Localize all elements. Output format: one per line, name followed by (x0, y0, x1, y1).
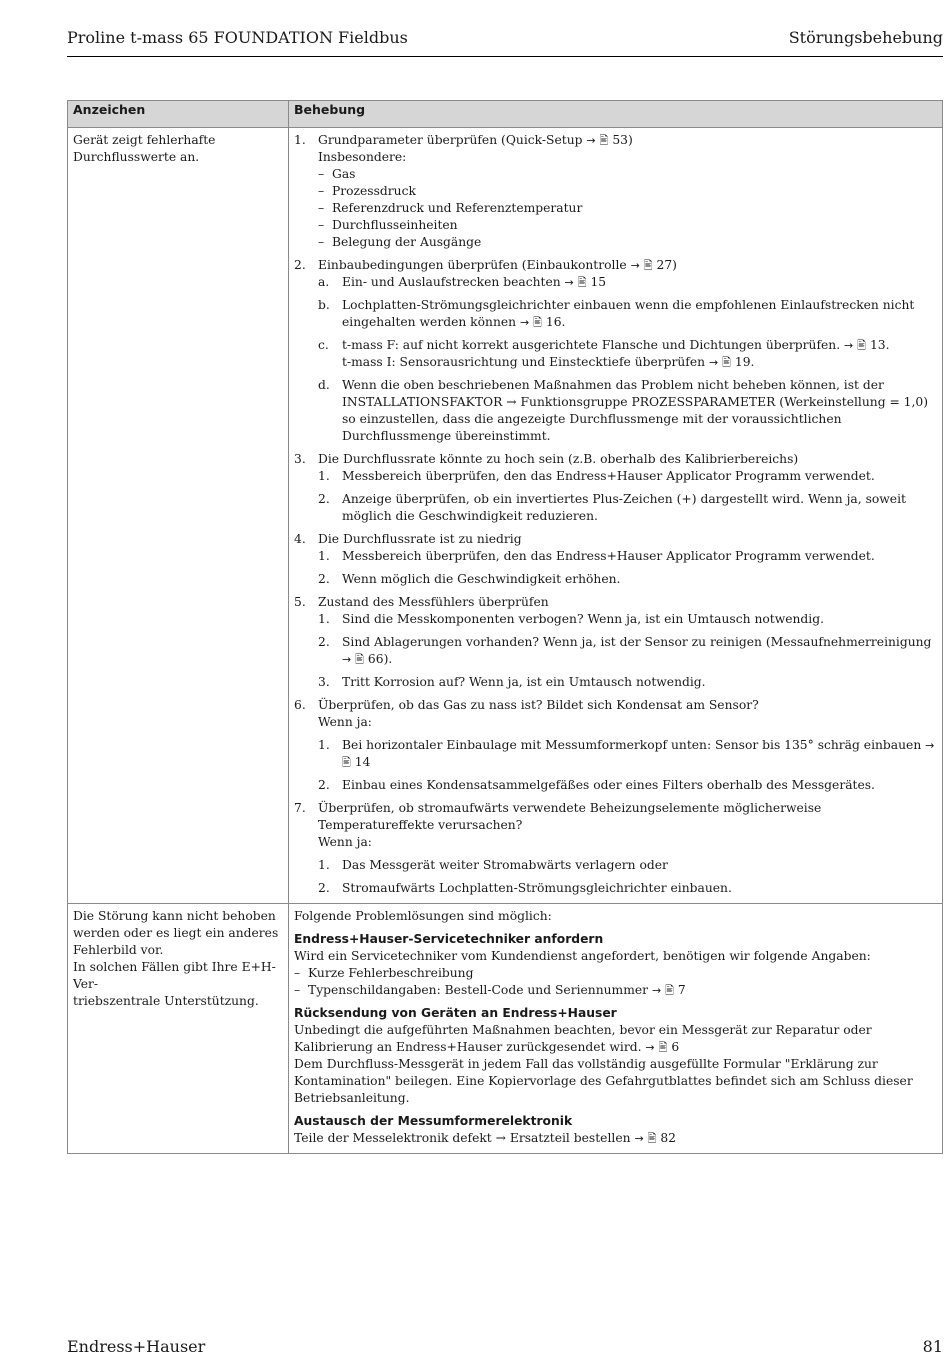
item-text: Die Durchflussrate könnte zu hoch sein (z.B. oberhalb des Kalibrierbereichs) (318, 452, 799, 466)
item-number: 4. (294, 532, 306, 546)
page-ref-icon: 🖹 (643, 259, 653, 272)
item-number: 5. (294, 595, 306, 609)
service-section: Endress+Hauser-Servicetechniker anfordern Wird ein Servicetechniker vom Kundendienst angefordert, benötigen wir folgende Angaben: – Kurze Fehlerbeschreibung – Typenschildangaben: Bestell-Code und Seriennummer → 🖹 7 (294, 931, 938, 999)
table-row (68, 904, 943, 1154)
page-ref: 14 (354, 755, 371, 769)
sub-item: 1. Messbereich überprüfen, den das Endress+Hauser Applicator Programm verwendet. (318, 549, 875, 563)
sub-item: 2. Einbau eines Kondensatsammelgefäßes oder eines Filters oberhalb des Messgerätes. (318, 778, 875, 792)
dash-item: Prozessdruck (332, 184, 416, 198)
list-item (294, 531, 938, 588)
list-item: 1. Grundparameter überprüfen (Quick-Setup → 🖹 53) Insbesondere: – Gas – Prozessdruck – Referenzdruck und Referenztemperatur – Durchflusseinheiten – Belegung der Ausgänge (294, 132, 938, 251)
sub-item: 3. Tritt Korrosion auf? Wenn ja, ist ein Umtausch notwendig. (318, 675, 706, 689)
section-text: Dem Durchfluss-Messgerät in jedem Fall das vollständig ausgefüllte Formular "Erklärung zur Kontamination" beilegen. Eine Kopiervorlage des Gefahrgutblattes befindet sich am Schluss dieser Betriebsanleitung. (294, 1057, 913, 1105)
sub-item: 1. Sind die Messkomponenten verbogen? Wenn ja, ist ein Umtausch notwendig. (318, 612, 825, 626)
page-ref-icon: 🖹 (647, 1132, 657, 1145)
sub-item: b. Lochplatten-Strömungsgleichrichter einbauen wenn die empfohlenen Einlaufstrecken nicht eingehalten werden können → 🖹 16. (318, 298, 915, 329)
page-number: 81 (922, 1337, 943, 1356)
page-ref: 66). (367, 652, 393, 666)
remedy-cell (289, 128, 943, 904)
item-text: Die Durchflussrate ist zu niedrig (318, 532, 522, 546)
arrow-icon: → (564, 276, 574, 289)
sub-item: 2. Anzeige überprüfen, ob ein invertiertes Plus-Zeichen (+) dargestellt wird. Wenn ja, soweit möglich die Geschwindigkeit reduzieren. (318, 492, 906, 523)
sub-item: 2. Wenn möglich die Geschwindigkeit erhöhen. (318, 572, 621, 586)
electronics-section (294, 1113, 938, 1147)
section-text: Wird ein Servicetechniker vom Kundendienst angefordert, benötigen wir folgende Angaben: (294, 949, 871, 963)
page-ref-icon: 🖹 (722, 356, 731, 369)
page-header (67, 28, 943, 57)
item-text: Insbesondere: (318, 150, 407, 164)
dash-item: Referenzdruck und Referenztemperatur (332, 201, 583, 215)
list-item (294, 257, 938, 445)
intro-text: Folgende Problemlösungen sind möglich: (294, 909, 552, 923)
page-ref-icon: 🖹 (599, 134, 609, 147)
symptom-line: Die Störung kann nicht behoben (73, 909, 276, 923)
symptom-cell (68, 128, 289, 904)
symptom-line: werden oder es liegt ein anderes (73, 926, 279, 940)
sub-item: 1. Messbereich überprüfen, den das Endress+Hauser Applicator Programm verwendet. (318, 469, 875, 483)
arrow-icon: → (519, 316, 530, 329)
section-text: Unbedingt die aufgeführten Maßnahmen beachten, bevor ein Messgerät zur Reparatur oder Kalibrierung an Endress+Hauser zurückgesendet wird. (294, 1023, 872, 1054)
page-ref-icon: 🖹 (857, 339, 867, 352)
symptom-line: triebszentrale Unterstützung. (73, 994, 259, 1008)
list-item (294, 800, 938, 897)
section-heading: Austausch der Messumformerelektronik (294, 1114, 573, 1128)
section-title: Störungsbehebung (788, 28, 943, 47)
arrow-icon: → (844, 339, 854, 352)
arrow-icon: → (651, 984, 662, 997)
page-ref: 53) (612, 133, 633, 147)
page-ref: 16. (545, 315, 566, 329)
symptom-line: Gerät zeigt fehlerhafte (73, 133, 216, 147)
item-text: Überprüfen, ob das Gas zu nass ist? Bildet sich Kondensat am Sensor? (318, 698, 759, 712)
sub-item: a. Ein- und Auslaufstrecken beachten → 🖹 15 (318, 275, 607, 289)
symptom-line: In solchen Fällen gibt Ihre E+H-Ver- (73, 960, 276, 991)
sub-item: 1. Das Messgerät weiter Stromabwärts verlagern oder (318, 858, 668, 872)
company-name: Endress+Hauser (67, 1337, 206, 1356)
page-ref: 19. (734, 355, 755, 369)
section-heading: Endress+Hauser-Servicetechniker anfordern (294, 932, 604, 946)
item-number: 6. (294, 698, 306, 712)
page-ref: 6 (671, 1040, 680, 1054)
sub-item: c. t-mass F: auf nicht korrekt ausgerichtete Flansche und Dichtungen überprüfen. → 🖹 13. t-mass I: Sensorausrichtung und Einstecktiefe überprüfen → 🖹 19. (318, 338, 890, 369)
table-header-row (68, 101, 943, 128)
dash-item: Typenschildangaben: Bestell-Code und Seriennummer (308, 983, 652, 997)
list-item (294, 697, 938, 794)
arrow-icon: → (630, 259, 640, 272)
dash-item: Belegung der Ausgänge (332, 235, 482, 249)
page-ref-icon: 🖹 (658, 1041, 668, 1054)
sub-item: d. Wenn die oben beschriebenen Maßnahmen das Problem nicht beheben können, ist der INSTALLATIONSFAKTOR → Funktionsgruppe PROZESSPARAMETER (Werkeinstellung = 1,0) so einzustellen, dass die angezeigte Durchflussmenge mit der voraussichtlichen Durchflussmenge übereinstimmt. (318, 378, 929, 443)
arrow-icon: → (708, 356, 719, 369)
return-section (294, 1005, 938, 1107)
section-heading: Rücksendung von Geräten an Endress+Hauser (294, 1006, 617, 1020)
arrow-icon: → (586, 134, 596, 147)
dash-item: Gas (332, 167, 356, 181)
item-number: 7. (294, 801, 306, 815)
page-ref-icon: 🖹 (533, 316, 542, 329)
page-ref: 13. (869, 338, 890, 352)
item-number: 3. (294, 452, 306, 466)
arrow-icon: → (634, 1132, 644, 1145)
page-ref-icon: 🖹 (577, 276, 587, 289)
symptom-cell (68, 904, 289, 1154)
list-item (294, 594, 938, 691)
document-title: Proline t-mass 65 FOUNDATION Fieldbus (67, 28, 408, 47)
remedy-cell (289, 904, 943, 1154)
dash-item: Durchflusseinheiten (332, 218, 458, 232)
list-item (294, 451, 938, 525)
item-text: Wenn ja: (318, 715, 372, 729)
sub-item: 1. Bei horizontaler Einbaulage mit Messumformerkopf unten: Sensor bis 135° schräg einbauen → 🖹 14 (318, 738, 935, 769)
symptom-line: Durchflusswerte an. (73, 150, 200, 164)
item-number: 2. (294, 258, 306, 272)
arrow-icon: → (925, 739, 935, 752)
item-text: Einbaubedingungen überprüfen (Einbaukontrolle (318, 258, 631, 272)
item-text: Überprüfen, ob stromaufwärts verwendete Beheizungselemente möglicherweise Temperatureffekte verursachen? (318, 801, 822, 832)
column-header-symptom: Anzeichen (68, 101, 289, 128)
page-ref: 15 (590, 275, 607, 289)
column-header-remedy: Behebung (289, 101, 943, 128)
page-ref: 27) (656, 258, 677, 272)
arrow-icon: → (645, 1041, 655, 1054)
page-ref-icon: 🖹 (342, 756, 351, 769)
symptom-line: Fehlerbild vor. (73, 943, 164, 957)
item-text: Wenn ja: (318, 835, 372, 849)
page-ref-icon: 🖹 (665, 984, 674, 997)
page-ref: 82 (660, 1131, 677, 1145)
dash-item: Kurze Fehlerbeschreibung (308, 966, 474, 980)
page-ref: 7 (677, 983, 686, 997)
sub-item: 2. Stromaufwärts Lochplatten-Strömungsgleichrichter einbauen. (318, 881, 732, 895)
troubleshooting-table (67, 100, 943, 1154)
table-row (68, 128, 943, 904)
item-text: Grundparameter überprüfen (Quick-Setup (318, 133, 587, 147)
item-text: Zustand des Messfühlers überprüfen (318, 595, 549, 609)
item-number: 1. (294, 133, 306, 147)
section-text: Teile der Messelektronik defekt → Ersatzteil bestellen (294, 1131, 635, 1145)
sub-item: 2. Sind Ablagerungen vorhanden? Wenn ja, ist der Sensor zu reinigen (Messaufnehmerreinigung → 🖹 66). (318, 635, 932, 666)
page-ref-icon: 🖹 (355, 653, 364, 666)
arrow-icon: → (342, 653, 352, 666)
